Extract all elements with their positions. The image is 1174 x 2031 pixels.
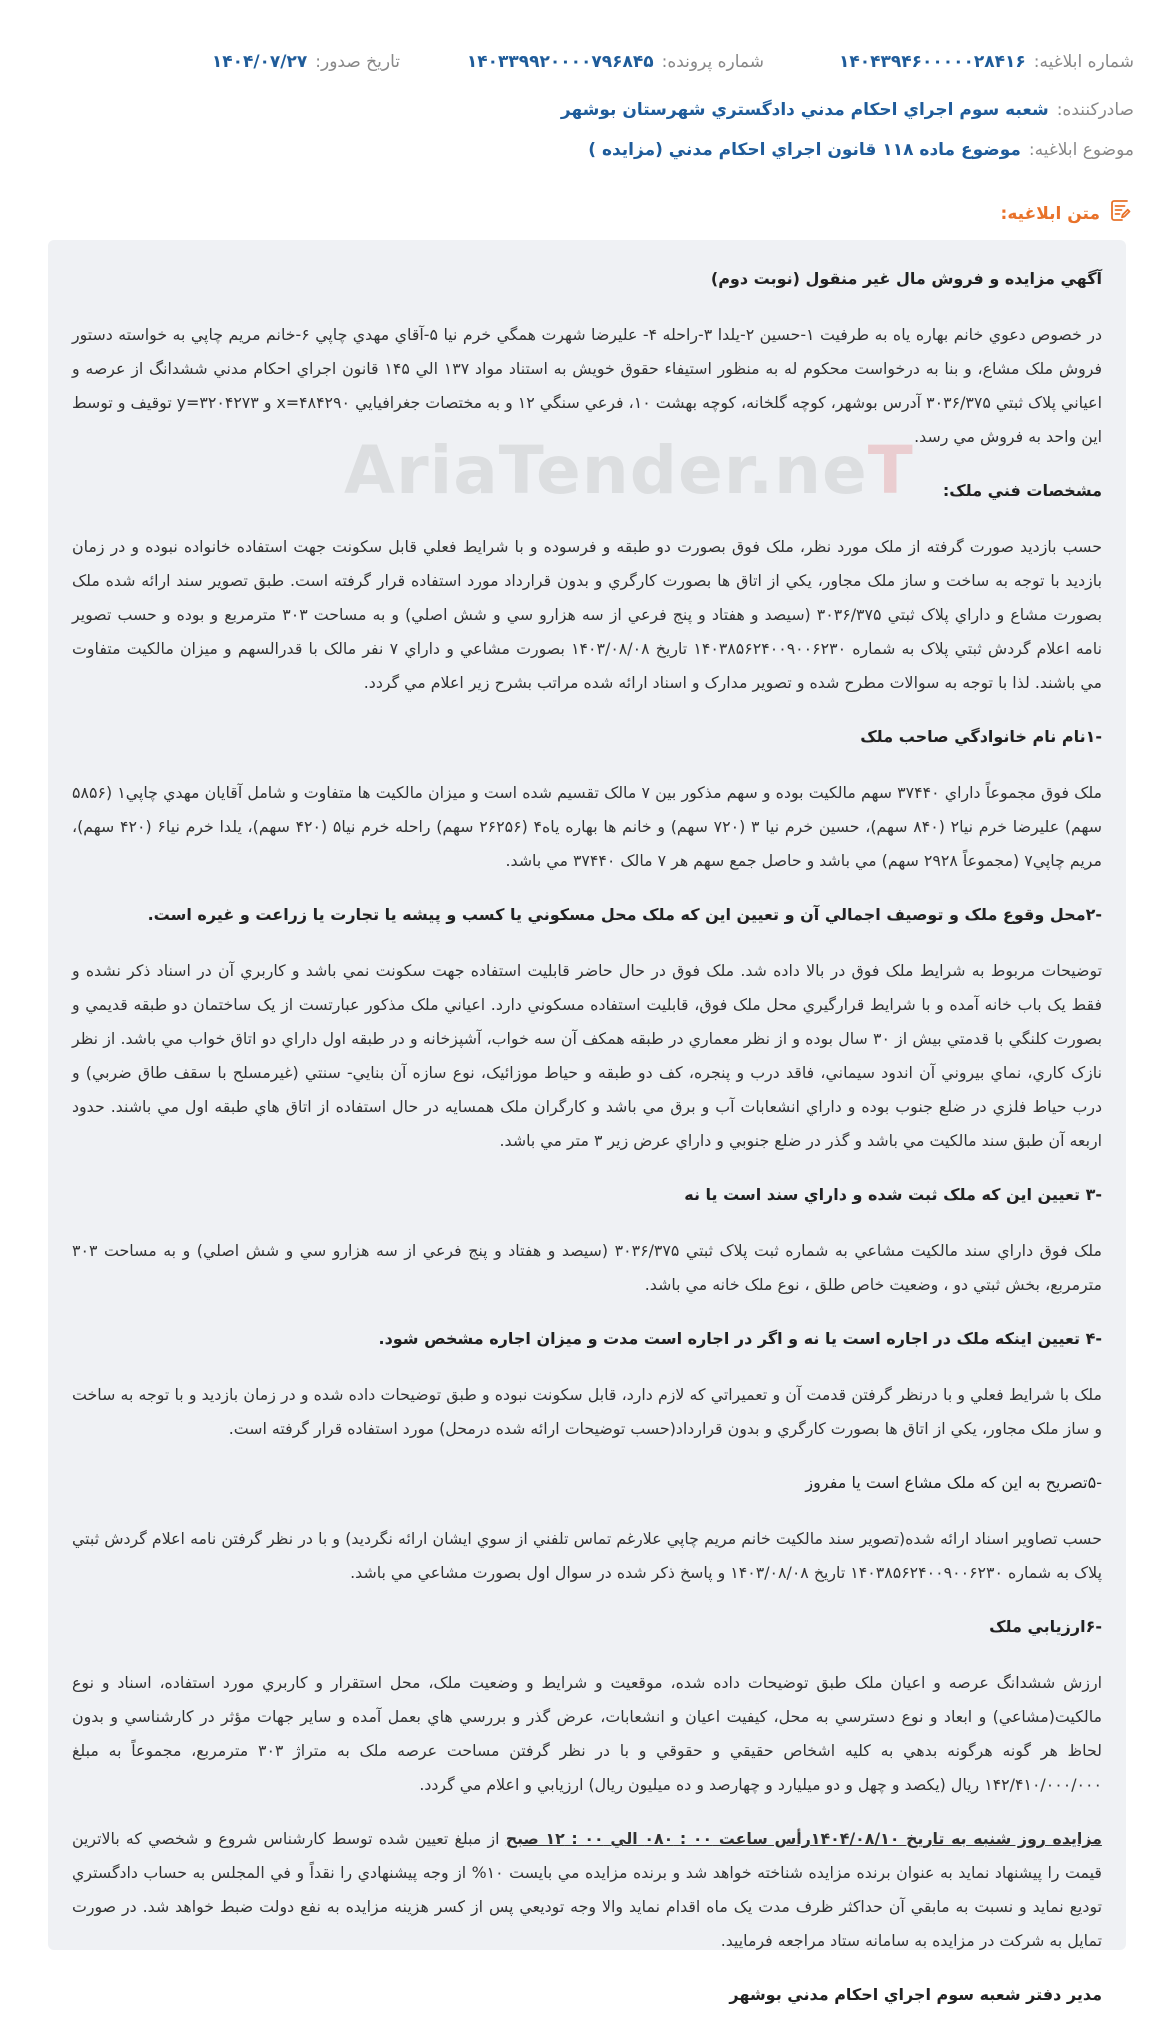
case-number-value: ۱۴۰۳۳۹۹۲۰۰۰۰۷۹۶۸۴۵ <box>466 52 654 72</box>
notice-body-card <box>48 240 1126 2004</box>
auction-datetime: مزايده روز شنبه به تاريخ ۱۴۰۴/۰۸/۱۰رأس ساعت ۰۰ : ۰۸۰ الي ۰۰ : ۱۲ صبح <box>505 1829 1102 1848</box>
case-number <box>467 52 764 72</box>
signature: مدير دفتر شعبه سوم اجراي احکام مدني بوشهر <box>729 1985 1102 2004</box>
notice-number-value: ۱۴۰۴۳۹۴۶۰۰۰۰۰۲۸۴۱۶ <box>838 52 1026 72</box>
heading-technical-specs: مشخصات فني ملک: <box>942 481 1102 500</box>
sender-value: شعبه سوم اجراي احکام مدني دادگستري شهرستان بوشهر <box>560 100 1049 120</box>
issue-date <box>212 52 400 72</box>
heading-registration: -۳ تعيين اين که ملک ثبت شده و داراي سند است يا نه <box>684 1185 1102 1204</box>
document-edit-icon <box>1108 198 1134 229</box>
sender-label: صادرکننده: <box>1056 100 1134 120</box>
paragraph-location: توضيحات مربوط به شرايط ملک فوق در بالا داده شد. ملک فوق در حال حاضر قابليت استفاده جهت سکونت نمي باشد و کاربري آن در اسناد ذکر نشده و فقط يک باب خانه آمده و با شرايط قرارگيري محل ملک فوق، قابليت استفاده مسکوني دارد. اعياني ملک مذکور عبارتست از يک ساختمان دو طبقه قديمي و بصورت کلنگي با قدمتي بيش از ۳۰ سال بوده و از نظر معماري در طبقه همکف آن سه خواب، آشپزخانه و در طبقه اول داراي دو اتاق خواب مي باشد. از نظر نازک کاري، نماي بيروني آن اندود سيماني، فاقد درب و پنجره، کف دو طبقه و حياط موزائيک، نوع سازه آن بنايي- سنتي (غيرمسلح با سقف طاق ضربي) و درب حياط فلزي در ضلع جنوب بوده و داراي انشعابات آب و برق مي باشد و کارگران ملک همسايه در حال استفاده از اتاق هاي طبقه اول مي باشند. حدود اربعه آن طبق سند مالکيت مي باشد و گذر در ضلع جنوبي و داراي عرض زير ۳ متر مي باشد. <box>72 961 1102 1150</box>
heading-location: -۲محل وقوع ملک و توصيف اجمالي آن و تعيين اين که ملک محل مسکوني يا کسب و پيشه يا تجارت يا زراعت و غيره است. <box>147 905 1102 924</box>
paragraph-registration: ملک فوق داراي سند مالکيت مشاعي به شماره ثبت پلاک ثبتي ۳۰۳۶/۳۷۵ (سيصد و هفتاد و پنج فرعي از سه هزارو سي و شش اصلي) و به مساحت ۳۰۳ مترمربع، بخش ثبتي دو ، وضعيت خاص طلق ، نوع ملک خانه مي باشد. <box>72 1241 1102 1294</box>
paragraph-valuation: ارزش ششدانگ عرصه و اعيان ملک طبق توضيحات داده شده، موقعيت و شرايط و وضعيت ملک، محل استقرار و کاربري مورد استفاده، اسناد و نوع مالکيت(مشاعي) و ابعاد و نوع دسترسي به محل، کيفيت اعيان و انشعابات، عرض گذر و بررسي هاي بعمل آمده و ساير جهات مؤثر در کارشناسي و بدون لحاظ هر گونه هرگونه بدهي به کليه اشخاص حقيقي و حقوقي و با در نظر گرفتن مساحت عرصه ملک به متراژ ۳۰۳ مترمربع، مجموعاً به مبلغ ۱۴۲/۴۱۰/۰۰۰/۰۰۰ ريال (يکصد و چهل و دو ميليارد و چهارصد و ده ميليون ريال) ارزيابي و اعلام مي گردد. <box>72 1673 1102 1794</box>
document-title: آگهي مزايده و فروش مال غير منقول (نوبت دوم) <box>710 269 1102 288</box>
paragraph-auction <box>72 1822 1102 1958</box>
meta-row <box>40 52 1134 82</box>
issue-date-value: ۱۴۰۴/۰۷/۲۷ <box>211 52 308 72</box>
paragraph-owner-names: ملک فوق مجموعاً داراي ۳۷۴۴۰ سهم مالکيت بوده و سهم مذکور بين ۷ مالک تقسيم شده است و ميزان مالکيت ها متفاوت و شامل آقايان مهدي چاپي۱ (۵۸۵۶ سهم) عليرضا خرم نيا۲ (۸۴۰ سهم)، حسين خرم نيا ۳ (۷۲۰ سهم) و خانم ها بهاره ياه۴ (۲۶۲۵۶ سهم) راحله خرم نيا۵ (۴۲۰ سهم)، يلدا خرم نيا۶ (۴۲۰ سهم)، مريم چاپي۷ (مجموعاً ۲۹۲۸ سهم) مي باشد و حاصل جمع سهم هر ۷ مالک ۳۷۴۴۰ مي باشد. <box>72 783 1103 870</box>
auction-terms: از مبلغ تعيين شده توسط کارشناس شروع و شخصي که بالاترين قيمت را پيشنهاد نمايد به عنوان برنده مزايده شناخته خواهد شد و برنده مزايده مي بايست ۱۰% از وجه پيشنهادي را نقداً و في المجلس به حساب دادگستري توديع نمايد و نسبت به مابقي آن حداکثر ظرف مدت يک ماه اقدام نمايد والا وجه توديعي پس از کسر هزينه مزايده به نفع دولت ضبط خواهد شد. در صورت تمايل به شرکت در مزايده به سامانه ستاد مراجعه فرماييد. <box>72 1829 1102 1950</box>
heading-lease: -۴ تعيين اينکه ملک در اجاره است يا نه و اگر در اجاره است مدت و ميزان اجاره مشخص شود. <box>378 1329 1102 1348</box>
subject-label: موضوع ابلاغيه: <box>1028 140 1134 160</box>
notice-number <box>839 52 1134 72</box>
subject-line <box>40 140 1134 160</box>
case-number-label: شماره پرونده: <box>661 52 764 72</box>
notice-number-label: شماره ابلاغيه: <box>1033 52 1134 72</box>
paragraph-lease: ملک با شرايط فعلي و با درنظر گرفتن قدمت آن و تعميراتي که لازم دارد، قابل سکونت نبوده و طبق توضيحات داده شده و در زمان بازديد و با توجه به ساخت و ساز ملک مجاور، يکي از اتاق ها بصورت کارگري و بدون قرارداد(حسب توضيحات ارائه شده درمحل) مورد استفاده قرار گرفته است. <box>72 1385 1102 1438</box>
notice-body-label: متن ابلاغيه: <box>1000 203 1100 224</box>
notice-body-heading <box>1001 198 1134 229</box>
heading-shared-ownership: -۵تصريح به اين که ملک مشاع است يا مفروز <box>805 1473 1102 1492</box>
paragraph-shared-ownership: حسب تصاوير اسناد ارائه شده(تصوير سند مالکيت خانم مريم چاپي علارغم تماس تلفني از سوي ايشان ارائه نگرديد) و با در نظر گرفتن نامه اعلام گردش ثبتي پلاک به شماره ۱۴۰۳۸۵۶۲۴۰۰۹۰۰۶۲۳۰ تاريخ ۱۴۰۳/۰۸/۰۸ و پاسخ ذکر شده در سوال اول بصورت مشاعي مي باشد. <box>72 1529 1102 1582</box>
sender-line <box>40 100 1134 120</box>
heading-owner-names: -۱نام نام خانوادگي صاحب ملک <box>860 727 1102 746</box>
heading-valuation: -۶ارزيابي ملک <box>989 1617 1102 1636</box>
paragraph-intro: در خصوص دعوي خانم بهاره ياه به طرفيت ۱-حسين ۲-يلدا ۳-راحله ۴- عليرضا شهرت همگي خرم نيا ۵-آقاي مهدي چاپي ۶-خانم مريم چاپي به خواسته دستور فروش ملک مشاع، و بنا به درخواست محکوم له به منظور استيفاء حقوق خويش به استناد مواد ۱۳۷ الي ۱۴۵ قانون اجراي احکام مدني ششدانگ از عرصه و اعياني پلاک ثبتي ۳۰۳۶/۳۷۵ آدرس بوشهر، کوچه گلخانه، کوچه بهشت ۱۰، فرعي سنگي ۱۲ و به مختصات جغرافيايي x=۴۸۴۲۹۰ و y=۳۲۰۴۲۷۳ توقيف و توسط اين واحد به فروش مي رسد. <box>72 325 1103 446</box>
subject-value: موضوع ماده ۱۱۸ قانون اجراي احکام مدني (مزايده ) <box>588 140 1021 160</box>
paragraph-technical-specs: حسب بازديد صورت گرفته از ملک مورد نظر، ملک فوق بصورت دو طبقه و فرسوده و با شرايط فعلي قابل سکونت جهت استفاده خانواده نبوده و در زمان بازديد با توجه به ساخت و ساز ملک مجاور، يکي از اتاق ها بصورت کارگري و بدون قرارداد مورد استفاده قرار گرفته است. طبق تصوير سند ارائه شده ملک بصورت مشاع و داراي پلاک ثبتي ۳۰۳۶/۳۷۵ (سيصد و هفتاد و پنج فرعي از سه هزارو سي و شش اصلي) و به مساحت ۳۰۳ مترمربع و بوده و حسب تصوير نامه اعلام گردش ثبتي پلاک به شماره ۱۴۰۳۸۵۶۲۴۰۰۹۰۰۶۲۳۰ تاريخ ۱۴۰۳/۰۸/۰۸ بصورت مشاعي و داراي ۷ نفر مالک با قدرالسهم و ميزان مالکيت متفاوت مي باشند. لذا با توجه به سوالات مطرح شده و تصوير مدارک و اسناد ارائه شده مراتب بشرح زير اعلام مي گردد. <box>72 537 1102 692</box>
issue-date-label: تاريخ صدور: <box>315 52 400 72</box>
